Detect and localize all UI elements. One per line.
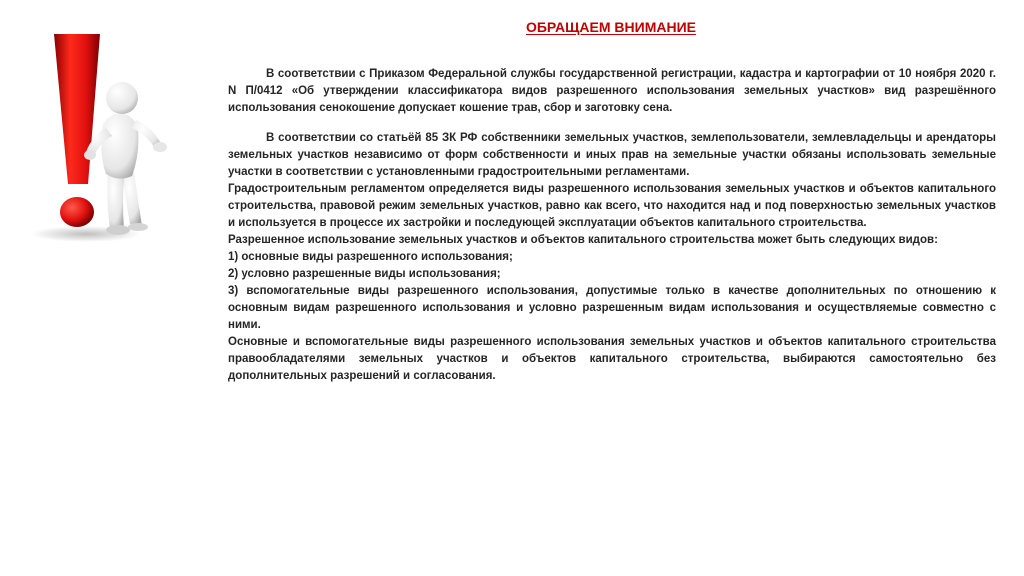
body-text [228, 66, 996, 385]
page-title-text: ОБРАЩАЕМ ВНИМАНИЕ [525, 19, 696, 35]
list-item-conditional-use: 2) условно разрешенные виды использования; [228, 268, 501, 280]
paragraph-owner-choice: Основные и вспомогательные виды разрешенного использования земельных участков и объектов капитального строительства правообладателями земельных участков и объектов капитального строительства, выбираются самостоятельно без дополнительных разрешений и согласования. [228, 336, 996, 382]
exclamation-figure-icon [14, 24, 219, 249]
page-title [226, 19, 996, 35]
paragraph-urban-regulation: Градостроительным регламентом определяется виды разрешенного использования земельных участков и объектов капитального строительства, правовой режим земельных участков, равно как всего, что находится над и под поверхностью земельных участков и используется в процессе их застройки и последующей эксплуатации объектов капитального строительства. [228, 183, 996, 229]
list-item-auxiliary-use: 3) вспомогательные виды разрешенного использования, допустимые только в качестве дополнительных по отношению к основным видам разрешенного использования и условно разрешенным видам использования и осуществляемые совместно с ними. [228, 285, 996, 331]
list-item-main-use: 1) основные виды разрешенного использования; [228, 251, 513, 263]
paragraph-permitted-use-intro: Разрешенное использование земельных участков и объектов капитального строительства может быть следующих видов: [228, 234, 938, 246]
paragraph-article-85: В соответствии со статьёй 85 ЗК РФ собственники земельных участков, землепользователи, землевладельцы и арендаторы земельных участков независимо от форм собственности и иных прав на земельные участки обязаны использовать земельные участки в соответствии с установленными градостроительными регламентами. [228, 132, 996, 178]
paragraph-order-reference: В соответствии с Приказом Федеральной службы государственной регистрации, кадастра и картографии от 10 ноября 2020 г. N П/0412 «Об утверждении классификатора видов разрешенного использования земельных участков» вид разрешённого использования сенокошение допускает кошение трав, сбор и заготовку сена. [228, 68, 996, 114]
